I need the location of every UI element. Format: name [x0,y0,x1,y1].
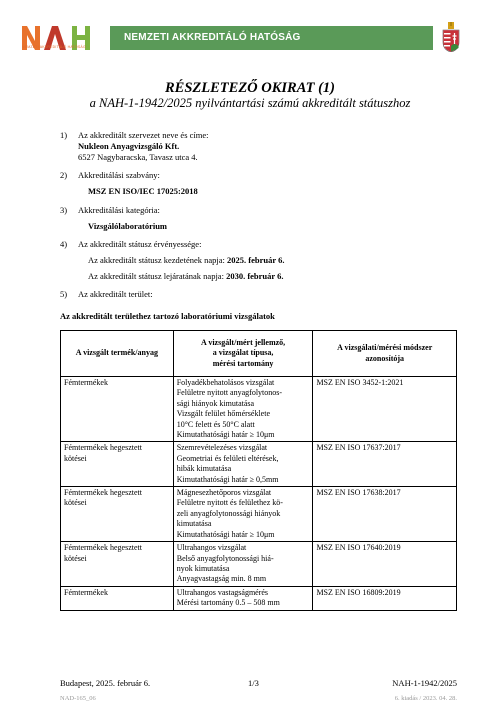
footer-doc-number: NAH-1-1942/2025 [392,678,457,688]
form-code: NAD-165_06 [60,695,96,702]
validity-end [88,271,284,281]
cell-product: Fémtermékek hegesztett kötései [61,487,174,542]
cell-property: Folyadékbehatolásos vizsgálat Felületre nyitott anyagfolytonos- sági hiányok kimutatása Vizsgált felület hőmérséklete 10°C felett és 50°C alatt Kimutathatósági határ ≥ 10μm [173,377,313,442]
document-subtitle: a NAH-1-1942/2025 nyilvántartási számú akkreditált státuszhoz [89,96,411,110]
cell-product: Fémtermékek hegesztett kötései [61,542,174,587]
item-number: 1) [60,130,68,140]
cell-property: Ultrahangos vastagságmérés Mérési tartomány 0.5 – 508 mm [173,586,313,610]
cell-method: MSZ EN ISO 3452-1:2021 [313,377,457,442]
cell-method: MSZ EN ISO 17637:2017 [313,442,457,487]
cell-method: MSZ EN ISO 17640:2019 [313,542,457,587]
table-row [61,377,457,442]
accredited-tests-table [60,330,457,611]
document-title: RÉSZLETEZŐ OKIRAT (1) [165,80,335,96]
validity-end-date: 2030. február 6. [226,271,284,281]
cell-property: Ultrahangos vizsgálat Belső anyagfolytonossági hiá- nyok kimutatása Anyagvastagság min. 8 mm [173,542,313,587]
item-label: Akkreditálási szabvány: [78,170,160,180]
category-value: Vizsgálólaboratórium [88,221,168,231]
cell-property: Szemrevételezéses vizsgálat Geometriai és felületi eltérések, hibák kimutatása Kimutathatósági határ ≥ 0,5mm [173,442,313,487]
cell-product: Fémtermékek hegesztett kötései [61,442,174,487]
item-label: Az akkreditált terület: [78,289,153,299]
cell-method: MSZ EN ISO 17638:2017 [313,487,457,542]
column-header-method: A vizsgálati/mérési módszer azonosítója [313,331,457,377]
validity-start [88,255,284,265]
item-number: 5) [60,289,68,299]
table-row [61,442,457,487]
cell-product: Fémtermékek [61,586,174,610]
validity-end-label: Az akkreditált státusz lejáratának napja: [88,271,227,281]
item-label: Az akkreditált szervezet neve és címe: [78,130,209,140]
standard-value: MSZ EN ISO/IEC 17025:2018 [88,186,198,196]
footer-page-number: 1/3 [248,678,259,688]
section-title: Az akkreditált területhez tartozó laboratóriumi vizsgálatok [60,311,275,321]
item-label: Akkreditálási kategória: [78,205,160,215]
item-number: 3) [60,205,68,215]
form-edition: 6. kiadás / 2023. 04. 28. [394,695,457,702]
validity-start-date: 2025. február 6. [227,255,285,265]
item-label: Az akkreditált státusz érvényessége: [78,239,202,249]
organization-address: 6527 Nagybaracska, Tavasz utca 4. [78,152,198,162]
footer-place-date: Budapest, 2025. február 6. [60,678,151,688]
hungarian-crest-icon [441,22,461,52]
table-row [61,487,457,542]
page-header [0,0,500,60]
cell-method: MSZ EN ISO 16809:2019 [313,586,457,610]
organization-name: Nukleon Anyagvizsgáló Kft. [78,141,180,151]
table-row [61,542,457,587]
column-header-property: A vizsgált/mért jellemző, a vizsgálat típusa, mérési tartomány [173,331,313,377]
item-number: 2) [60,170,68,180]
header-banner: NEMZETI AKKREDITÁLÓ HATÓSÁG [110,26,433,50]
logo-subtitle: NEMZETI AKKREDITÁLÓ HATÓSÁG [22,45,86,49]
item-number: 4) [60,239,68,249]
table-row [61,586,457,610]
table-header-row [61,331,457,377]
validity-start-label: Az akkreditált státusz kezdetének napja: [88,255,228,265]
cell-property: Mágnesezhetőporos vizsgálat Felületre nyitott és felülethez kö- zeli anyagfolytonossági hiányok kimutatása Kimutathatósági határ ≥ 10μm [173,487,313,542]
column-header-product: A vizsgált termék/anyag [61,331,174,377]
cell-product: Fémtermékek [61,377,174,442]
